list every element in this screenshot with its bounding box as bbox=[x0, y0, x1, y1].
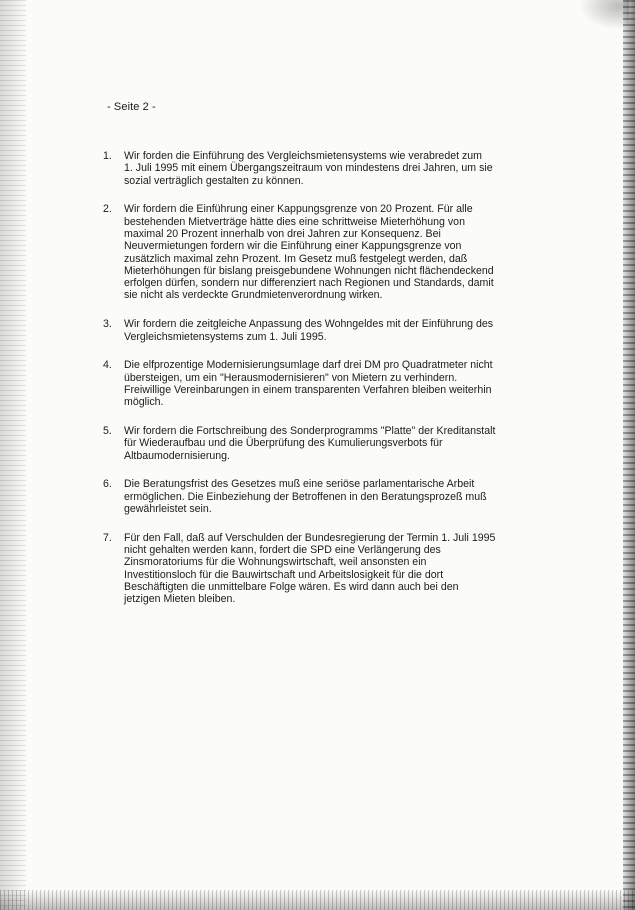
item-text-line: Die elfprozentige Modernisierungsumlage darf drei DM pro Quadratmeter nicht bbox=[124, 359, 493, 372]
item-text-line: Neuvermietungen fordern wir die Einführung einer Kappungsgrenze von bbox=[124, 240, 462, 253]
item-text bbox=[124, 532, 523, 606]
item-text-line: Investitionsloch für die Bauwirtschaft und Arbeitslosigkeit für die dort bbox=[124, 568, 444, 581]
item-text-line: Freiwillige Vereinbarungen in einem transparenten Verfahren bleiben weiterhin bbox=[124, 383, 492, 396]
item-text-line: Beschäftigten die unmittelbare Folge wären. Es wird dann auch bei den bbox=[124, 581, 459, 594]
numbered-list bbox=[103, 150, 523, 622]
item-text-line: Mieterhöhungen für bislang preisgebundene Wohnungen nicht flächendeckend bbox=[124, 264, 494, 277]
item-text bbox=[124, 203, 523, 301]
item-text-line: Wir fordern die Einführung einer Kappungsgrenze von 20 Prozent. Für alle bbox=[124, 203, 473, 216]
item-text-line: sozial verträglich gestalten zu können. bbox=[124, 174, 304, 187]
item-text-line: Wir forden die Einführung des Vergleichsmietensystems wie verabredet zum bbox=[124, 150, 482, 162]
list-item bbox=[103, 150, 523, 187]
item-number: 1. bbox=[103, 150, 112, 162]
list-item bbox=[103, 478, 523, 515]
item-text-line: Altbaumodernisierung. bbox=[124, 449, 230, 462]
item-text-line: erfolgen dürfen, sondern nur differenziert nach Regionen und Standards, damit bbox=[124, 277, 494, 290]
item-text-line: bestehenden Mietverträge hätte dies eine schrittweise Mieterhöhung von bbox=[124, 215, 465, 228]
scan-edge-right bbox=[623, 0, 635, 910]
item-text-line: gewährleistet sein. bbox=[124, 503, 212, 516]
list-item bbox=[103, 532, 523, 606]
scan-edge-left bbox=[0, 0, 26, 910]
item-text-line: nicht gehalten werden kann, fordert die SPD eine Verlängerung des bbox=[124, 544, 441, 557]
item-text-line: sie nicht als verdeckte Grundmietenverordnung wirken. bbox=[124, 289, 383, 302]
item-text bbox=[124, 478, 523, 515]
item-number: 4. bbox=[103, 359, 112, 372]
item-text bbox=[124, 150, 523, 187]
item-number: 7. bbox=[103, 531, 112, 544]
item-text-line: möglich. bbox=[124, 396, 164, 409]
list-item bbox=[103, 318, 523, 343]
scan-edge-bottom bbox=[0, 890, 635, 910]
item-text bbox=[124, 425, 523, 462]
item-text-line: Für den Fall, daß auf Verschulden der Bundesregierung der Termin 1. Juli 1995 bbox=[124, 531, 496, 544]
item-text-line: 1. Juli 1995 mit einem Übergangszeitraum von mindestens drei Jahren, um sie bbox=[124, 162, 493, 175]
list-item bbox=[103, 359, 523, 408]
item-text-line: Vergleichsmietensystems zum 1. Juli 1995. bbox=[124, 330, 327, 343]
item-number: 3. bbox=[103, 318, 112, 331]
item-number: 2. bbox=[103, 203, 112, 216]
item-text-line: jetzigen Mieten bleiben. bbox=[124, 593, 236, 606]
item-number: 5. bbox=[103, 425, 112, 438]
list-item bbox=[103, 425, 523, 462]
page-number: - Seite 2 - bbox=[107, 101, 156, 113]
item-text-line: Die Beratungsfrist des Gesetzes muß eine seriöse parlamentarische Arbeit bbox=[124, 478, 475, 491]
item-text-line: für Wiederaufbau und die Überprüfung des Kumulierungsverbots für bbox=[124, 437, 443, 450]
item-text-line: Zinsmoratoriums für die Wohnungswirtschaft, weil ansonsten ein bbox=[124, 556, 427, 569]
item-number: 6. bbox=[103, 478, 112, 491]
item-text bbox=[124, 359, 523, 408]
scan-corner-smudge bbox=[579, 0, 629, 30]
list-item bbox=[103, 203, 523, 301]
item-text-line: übersteigen, um ein "Herausmodernisieren" von Mietern zu verhindern. bbox=[124, 371, 458, 384]
item-text-line: ermöglichen. Die Einbeziehung der Betroffenen in den Beratungsprozeß muß bbox=[124, 490, 487, 503]
item-text bbox=[124, 318, 523, 343]
item-text-line: zusätzlich maximal zehn Prozent. Im Gesetz muß festgelegt werden, daß bbox=[124, 252, 468, 265]
item-text-line: Wir fordern die zeitgleiche Anpassung des Wohngeldes mit der Einführung des bbox=[124, 318, 494, 331]
item-text-line: maximal 20 Prozent innerhalb von drei Jahren zur Konsequenz. Bei bbox=[124, 227, 441, 240]
item-text-line: Wir fordern die Fortschreibung des Sonderprogramms "Platte" der Kreditanstalt bbox=[124, 425, 496, 438]
